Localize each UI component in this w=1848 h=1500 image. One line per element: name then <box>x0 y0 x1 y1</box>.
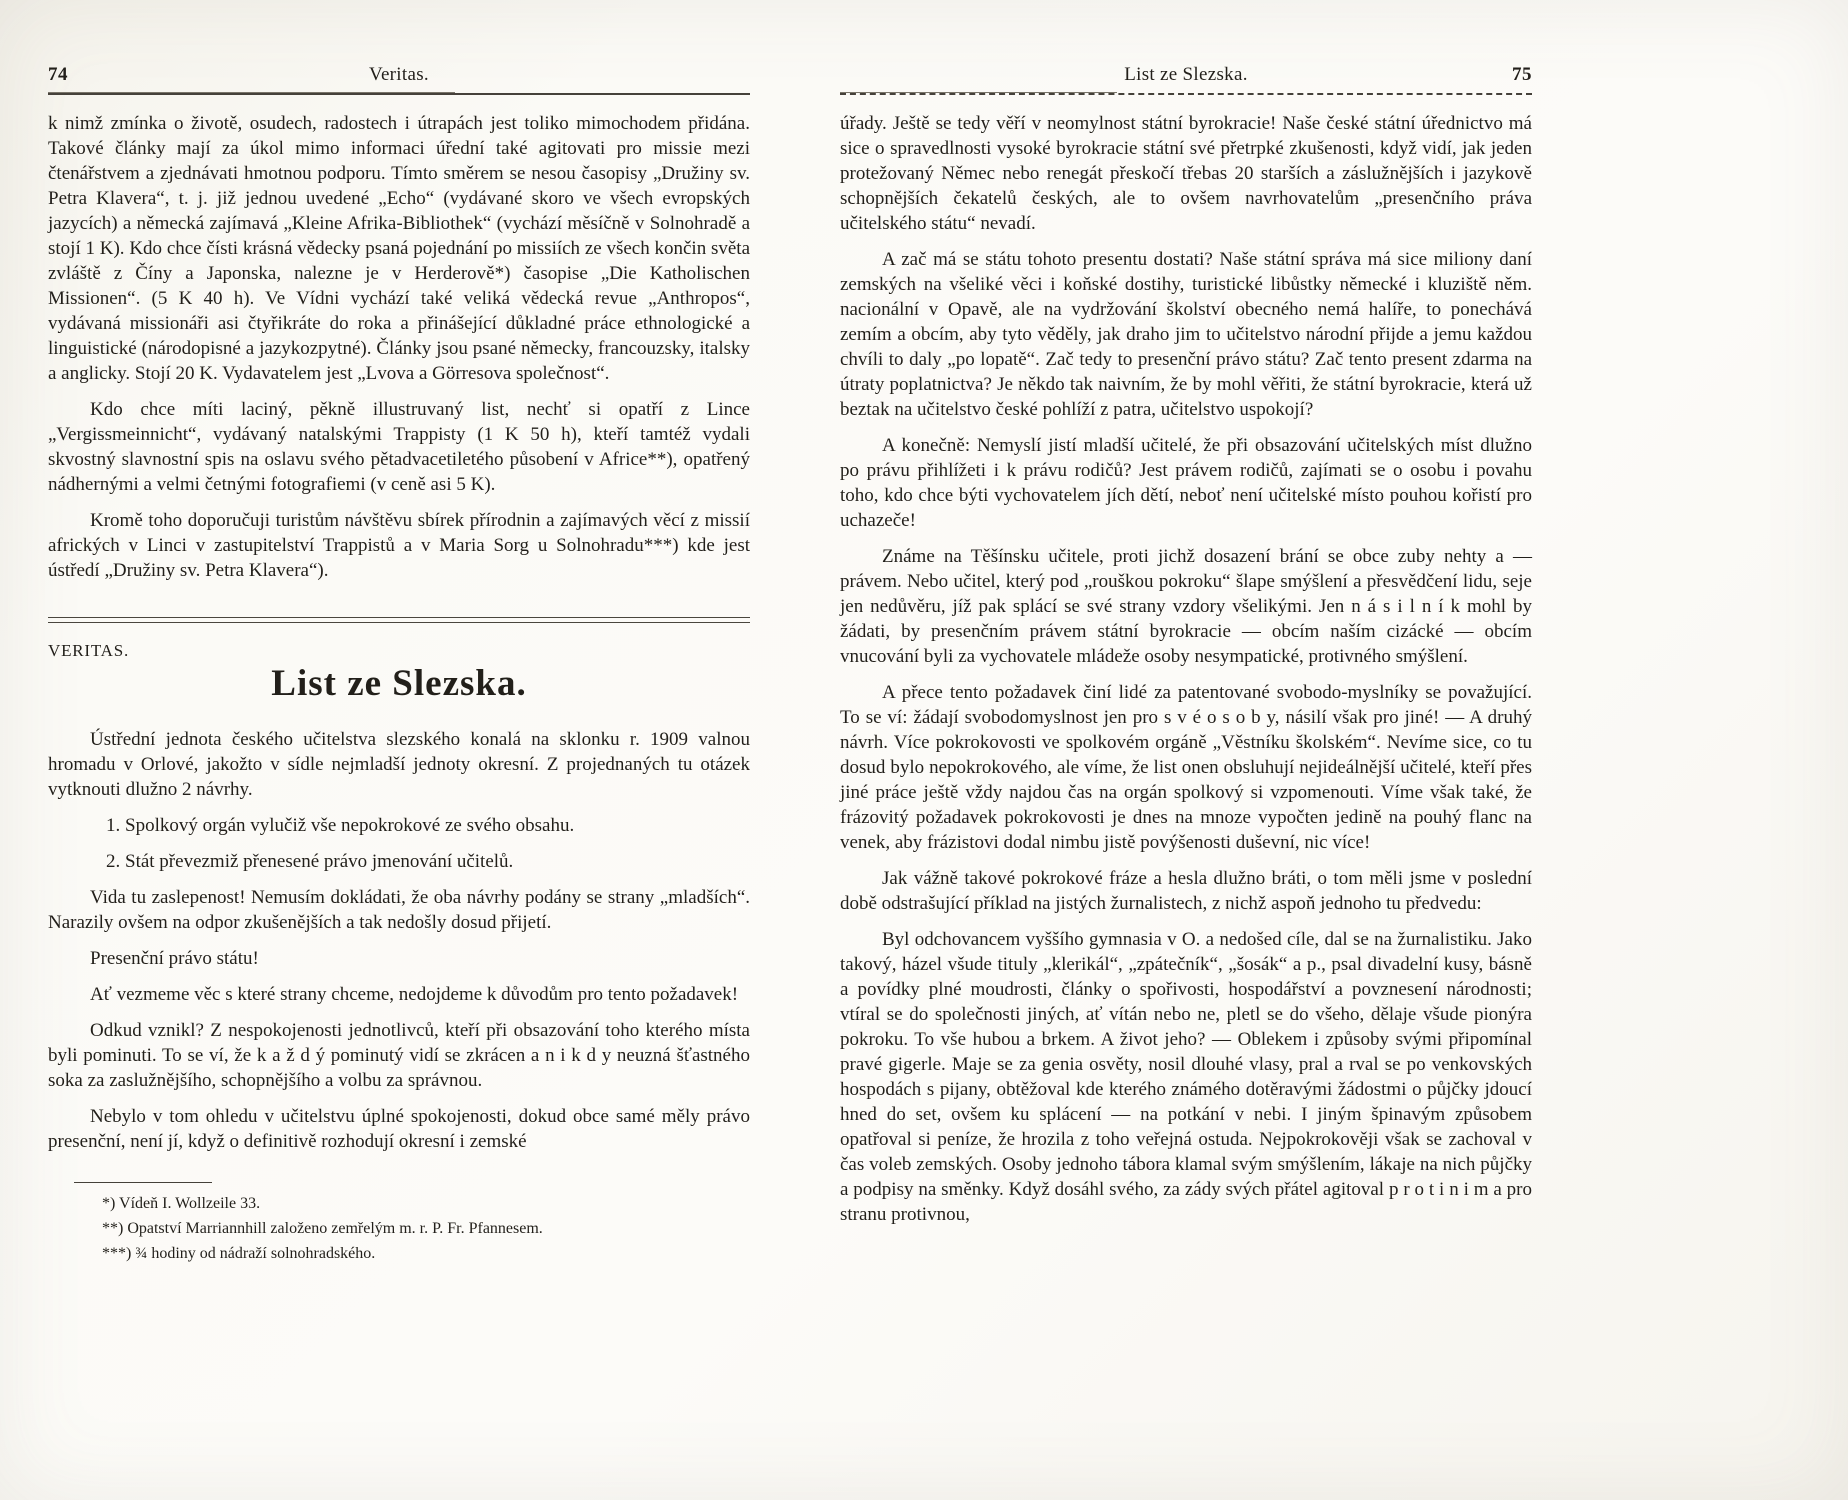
body-paragraph: Jak vážně takové pokrokové fráze a hesla dlužno bráti, o tom měli jsme v poslední době odstrašující příklad na jistých žurnalistech, z nichž aspoň jednoho tu předvedu: <box>840 868 1532 914</box>
body-paragraph: Ústřední jednota českého učitelstva slezského konalá na sklonku r. 1909 valnou hromadu v Orlové, jakožto v sídle nejmladší jednoty okresní. Z projednaných tu otázek vytknouti dlužno 2 návrhy. <box>48 729 750 800</box>
body-paragraph: Kromě toho doporučuji turistům návštěvu sbírek přírodnin a zajímavých věcí z missií afrických v Linci v zastupitelství Trappistů a v Maria Sorg u Solnohradu***) kde jest ústředí „Družiny sv. Petra Klavera“). <box>48 510 750 581</box>
left-page <box>48 64 750 1268</box>
footnotes <box>48 1182 750 1265</box>
body-paragraph: Ať vezmeme věc s které strany chceme, nedojdeme k důvodům pro tento požadavek! <box>90 984 739 1005</box>
body-paragraph: Známe na Těšínsku učitele, proti jichž dosazení brání se obce zuby nehty a — právem. Nebo učitel, který pod „rouškou pokroku“ šlape smýšlení a přesvědčení lidu, seje jen nedůvěru, jíž pak splácí se své strany vzdory všelikými. Jen n á s i l n í k mohl by žádati, by presenčním právem státní byrokracie — obcím naším cizácké — obcím vnucování byli za vychovatele mládeže osoby nesympatické, protivného smýšlení. <box>840 546 1532 667</box>
section-label: VERITAS. <box>48 641 130 660</box>
footnote-separator-rule <box>74 1182 212 1183</box>
right-page-number: 75 <box>1512 64 1532 85</box>
body-paragraph: úřady. Ještě se tedy věří v neomylnost státní byrokracie! Naše české státní úřednictvo má sice o spravedlnosti vysoké byrokracie státní své přetrpké zkušenosti, když vidí, jak jeden protežovaný Němec nebo renegát přeskočí třebas 20 starších a záslužnějších i jazykově schopnějších čekatelů českých, ale to ovšem navrhovatelům „presenčního práva učitelského státu“ nevadí. <box>840 113 1532 234</box>
right-page-body <box>840 111 1532 1227</box>
body-paragraph: A konečně: Nemyslí jistí mladší učitelé, že při obsazování učitelských míst dlužno po právu přihlížeti i k právu rodičů? Jest právem rodičů, zajímati se o osobu i povahu toho, kdo chce býti vychovatelem jích dětí, neboť není učitelské místo pouhou kořistí pro uchazeče! <box>840 435 1532 531</box>
left-page-number: 74 <box>48 64 68 85</box>
numbered-item: 1. Spolkový orgán vylučiž vše nepokrokové ze svého obsahu. <box>106 815 575 836</box>
left-running-head <box>48 64 750 86</box>
left-running-title: Veritas. <box>369 64 429 85</box>
right-header-rule <box>840 92 1532 95</box>
article-title: List ze Slezska. <box>271 663 527 704</box>
left-page-body <box>48 111 750 1265</box>
footnote: **) Opatství Marriannhill založeno zemřelým m. r. P. Fr. Pfannesem. <box>102 1220 543 1237</box>
body-paragraph: Nebylo v tom ohledu v učitelstvu úplné spokojenosti, dokud obce samé měly právo presenční, není jí, když o definitivě rozhodují okresní i zemské <box>48 1106 750 1152</box>
footnote: ***) ¾ hodiny od nádraží solnohradského. <box>102 1245 376 1262</box>
body-paragraph: Odkud vznikl? Z nespokojenosti jednotlivců, kteří při obsazování toho kterého místa byli pominuti. To se ví, že k a ž d ý pominutý vidí se zkrácen a n i k d y neuzná šťastného soka za zaslužnějšího, schopnějšího a volbu za správnou. <box>48 1020 750 1091</box>
body-paragraph: Kdo chce míti laciný, pěkně illustruvaný list, nechť si opatří z Lince „Vergissmeinnicht“, vydávaný natalskými Trappisty (1 K 50 h), kteří tamtéž vydali skvostný slavnostní spis na oslavu svého pětadvacetiletého působení v Africe**), opatřený nádhernými a velmi četnými fotografiemi (v ceně asi 5 K). <box>48 399 750 495</box>
right-running-title: List ze Slezska. <box>1124 64 1248 85</box>
body-paragraph: k nimž zmínka o životě, osudech, radostech i útrapách jest toliko mimochodem přidána. Takové články mají za úkol mimo informaci úřední také agitovati pro missie mezi čtenářstvem a zjednávati hmotnou podporu. Tímto směrem se nesou časopisy „Družiny sv. Petra Klavera“, t. j. již jednou uvedené „Echo“ (vydávané skoro ve všech evropských jazycích) a německá zajímavá „Kleine Afrika-Bibliothek“ (vychází měsíčně v Solnohradě a stojí 1 K). Kdo chce čísti krásná vědecky psaná pojednání po missiích ze všech končin světa zvláště z Číny a Japonska, nalezne je v Herderově*) časopise „Die Katholischen Missionen“. (5 K 40 h). Ve Vídni vychází také veliká vědecká revue „Anthropos“, vydávaná missionáři asi čtyřikráte do roka a přinášející důkladné práce ethnologické a linguistické (národopisné a jazykozpytné). Články jsou psané německy, francouzsky, italsky a anglicky. Stojí 20 K. Vydavatelem jest „Lvova a Görresova společnost“. <box>48 113 750 384</box>
footnote: *) Vídeň I. Wollzeile 33. <box>102 1195 261 1212</box>
numbered-item: 2. Stát převezmiž přenesené právo jmenování učitelů. <box>106 851 514 872</box>
section-divider-rule <box>48 617 750 623</box>
body-paragraph: A zač má se státu tohoto presentu dostati? Naše státní správa má sice miliony daní zemských na všeliké věci i koňské dostihy, turistické libůstky německé i kluziště něm. nacionální v Opavě, ale na vydržování školství obecného nemá halíře, to ponechává zemím a obcím, aby tyto věděly, jak draho jim to učitelstvo národní přijde a jemu každou chvíli to daly „po lopatě“. Zač tedy to presenční právo státu? Zač tento present zdarma na útraty poplatnictva? Je někdo tak naivním, že by mohl věřiti, že státní byrokracie, která už beztak na učitelstvo české pohlíží z patra, učitelstvo uspokojí? <box>840 249 1532 420</box>
right-running-head <box>840 64 1532 86</box>
body-paragraph: Presenční právo státu! <box>90 948 259 969</box>
body-paragraph: Byl odchovancem vyššího gymnasia v O. a nedošed cíle, dal se na žurnalistiku. Jako takový, házel všude tituly „klerikál“, „zpátečník“, „šosák“ a p., psal divadelní kusy, básně a povídky plné moudrosti, články o spořivosti, hospodářství a povznesení národnosti; vtíral se do společnosti jiných, ať vítán nebo ne, pletl se do všeho, dělaje všude pionýra pokroku. To vše hubou a brkem. A život jeho? — Oblekem i způsoby svými připomínal pravé gigerle. Maje se za genia osvěty, nosil dlouhé vlasy, pral a rval se po venkovských hospodách s pijany, obtěžoval kde kterého známého dotěravými žádostmi o půjčky jdoucí hned do set, ovšem ku splácení — na potkání v nebi. I jiným špinavým způsobem opatřoval si peníze, že hrozila z toho veřejná ostuda. Nejpokrokověji však se zachoval v čas voleb zemských. Osoby jednoho tábora klamal svým smýšlením, lákaje na nich půjčky a podpisy na směnky. Když dosáhl svého, za zády svých přátel agitoval p r o t i n i m a pro stranu protivnou, <box>840 929 1532 1225</box>
right-page <box>840 64 1532 1238</box>
body-paragraph: Vida tu zaslepenost! Nemusím dokládati, že oba návrhy podány se strany „mladších“. Narazily ovšem na odpor zkušenějších a tak nedošly dosud přijetí. <box>48 887 750 933</box>
left-header-rule <box>48 92 750 95</box>
body-paragraph: A přece tento požadavek činí lidé za patentované svobodo-myslníky se považující. To se ví: žádají svobodomyslnost jen pro s v é o s o b y, násilí však pro jiné! — A druhý návrh. Více pokrokovosti ve spolkovém orgáně „Věstníku školském“. Nevíme sice, co tu dosud bylo nepokrokového, ale víme, že list onen obsluhují nejideálnější učitelé, kteří přes jiné práce ještě vždy najdou čas na orgán spolkový si vzpomenouti. Víme však také, že frázovitý požadavek pokrokovosti je dnes na mnoze vypočten jedině na pouhý flanc na venek, aby frázistovi dodal nimbu jistě povýšenosti duševní, nic více! <box>840 682 1532 853</box>
